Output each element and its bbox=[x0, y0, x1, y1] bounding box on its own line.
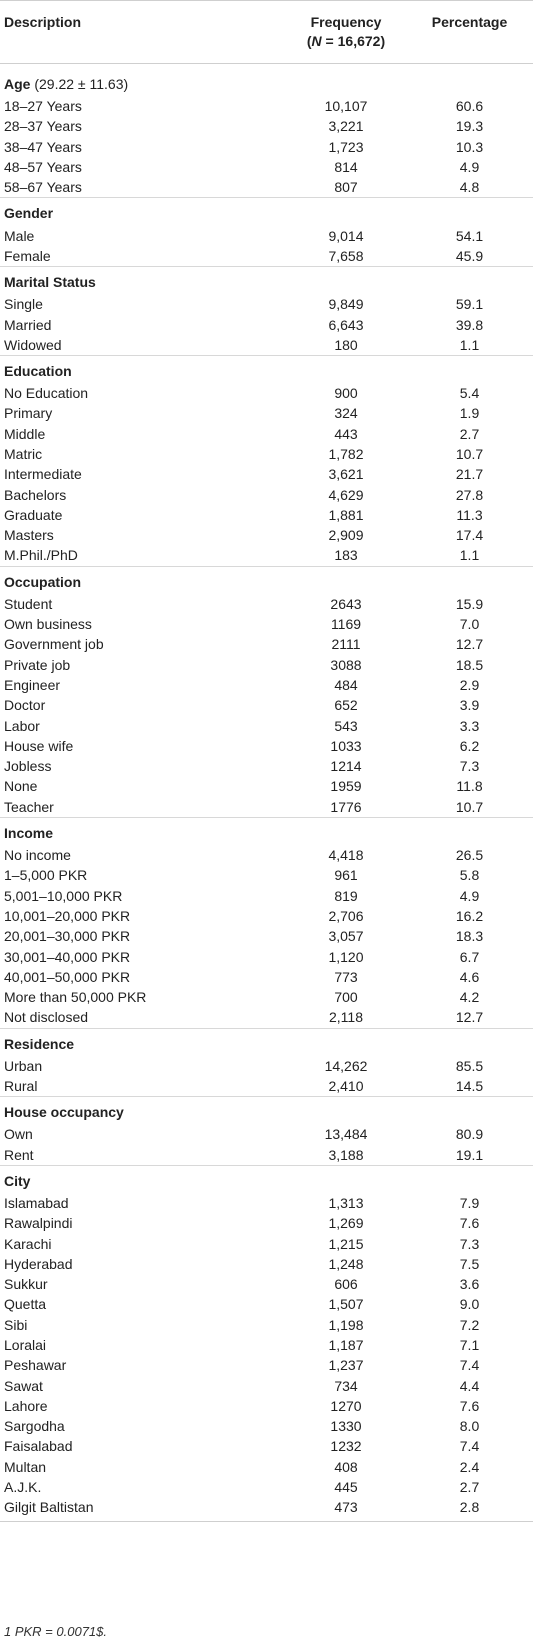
row-percentage: 21.7 bbox=[455, 466, 484, 483]
row-percentage: 4.2 bbox=[459, 989, 480, 1006]
row-frequency: 1169 bbox=[330, 616, 362, 633]
row-description: No income bbox=[4, 847, 71, 864]
row-percentage: 5.8 bbox=[459, 867, 480, 884]
section-empty-cell bbox=[406, 64, 533, 97]
table-row bbox=[0, 1477, 533, 1497]
row-description: 18–27 Years bbox=[4, 98, 82, 115]
row-percentage: 3.9 bbox=[459, 697, 480, 714]
table-row bbox=[0, 96, 533, 116]
row-description: Karachi bbox=[4, 1235, 52, 1252]
table-row bbox=[0, 484, 533, 504]
section-empty-cell bbox=[286, 1028, 406, 1056]
row-description: 48–57 Years bbox=[4, 159, 82, 176]
section-empty-cell bbox=[286, 267, 406, 295]
section-title-text: Occupation bbox=[4, 573, 82, 590]
row-percentage: 6.2 bbox=[459, 737, 480, 754]
row-description: 28–37 Years bbox=[4, 118, 82, 135]
table-row bbox=[0, 1144, 533, 1165]
table-row bbox=[0, 1375, 533, 1395]
row-frequency: 1959 bbox=[330, 778, 362, 795]
row-percentage: 10.3 bbox=[455, 138, 484, 155]
row-percentage: 2.8 bbox=[406, 1497, 533, 1521]
row-percentage: 60.6 bbox=[455, 98, 484, 115]
section-header-row bbox=[0, 267, 533, 295]
table-row bbox=[0, 1076, 533, 1097]
table-body bbox=[0, 64, 533, 1522]
table-row bbox=[0, 845, 533, 865]
row-description: Widowed bbox=[4, 336, 62, 353]
table-row bbox=[0, 906, 533, 926]
row-frequency: 2643 bbox=[330, 595, 362, 612]
section-empty-cell bbox=[286, 355, 406, 383]
row-percentage: 2.9 bbox=[459, 676, 480, 693]
table-row bbox=[0, 525, 533, 545]
row-percentage: 2.7 bbox=[459, 425, 480, 442]
row-frequency: 7,658 bbox=[328, 247, 364, 264]
row-description: Rawalpindi bbox=[4, 1215, 73, 1232]
row-frequency: 2,410 bbox=[328, 1078, 364, 1095]
row-description: House wife bbox=[4, 737, 74, 754]
row-description: Gilgit Baltistan bbox=[0, 1497, 286, 1521]
row-frequency: 2,706 bbox=[328, 907, 364, 924]
row-description: Sukkur bbox=[4, 1276, 48, 1293]
row-percentage: 7.3 bbox=[459, 758, 480, 775]
section-header-row bbox=[0, 198, 533, 226]
table-row bbox=[0, 137, 533, 157]
row-description: Lahore bbox=[4, 1397, 48, 1414]
row-percentage: 19.1 bbox=[455, 1146, 484, 1163]
row-percentage: 18.3 bbox=[455, 928, 484, 945]
section-title-text: Education bbox=[4, 362, 72, 379]
row-percentage: 10.7 bbox=[455, 798, 484, 815]
table-row bbox=[0, 464, 533, 484]
row-frequency: 734 bbox=[334, 1377, 358, 1394]
row-frequency: 1330 bbox=[330, 1418, 362, 1435]
row-description: No Education bbox=[4, 385, 89, 402]
header-row bbox=[0, 1, 533, 64]
table-row bbox=[0, 545, 533, 566]
table-row bbox=[0, 655, 533, 675]
table-row bbox=[0, 926, 533, 946]
table-row bbox=[0, 1335, 533, 1355]
section-title bbox=[0, 355, 286, 383]
table-footnote: 1 PKR = 0.0071$. bbox=[4, 1624, 107, 1639]
row-percentage: 2.7 bbox=[459, 1479, 480, 1496]
row-percentage: 7.6 bbox=[459, 1397, 480, 1414]
row-description: Middle bbox=[4, 425, 46, 442]
row-percentage: 18.5 bbox=[455, 656, 484, 673]
row-description: Own bbox=[4, 1126, 33, 1143]
table-row bbox=[0, 865, 533, 885]
table-row bbox=[0, 225, 533, 245]
row-frequency: 1,187 bbox=[328, 1336, 364, 1353]
section-header-row bbox=[0, 817, 533, 845]
section-empty-cell bbox=[406, 1097, 533, 1125]
row-percentage: 11.8 bbox=[456, 778, 483, 795]
row-frequency: 324 bbox=[334, 405, 358, 422]
row-frequency: 2,909 bbox=[328, 527, 364, 544]
section-header-row bbox=[0, 1165, 533, 1193]
table-row bbox=[0, 116, 533, 136]
row-percentage: 15.9 bbox=[455, 595, 484, 612]
section-empty-cell bbox=[406, 267, 533, 295]
row-percentage: 11.3 bbox=[456, 506, 483, 523]
row-description: 5,001–10,000 PKR bbox=[4, 887, 123, 904]
section-empty-cell bbox=[286, 64, 406, 97]
table-row bbox=[0, 946, 533, 966]
table-row bbox=[0, 335, 533, 356]
table-row bbox=[0, 1457, 533, 1477]
row-percentage: 1.1 bbox=[459, 336, 480, 353]
table-row bbox=[0, 736, 533, 756]
table-row bbox=[0, 177, 533, 198]
row-description: Rent bbox=[4, 1146, 34, 1163]
row-frequency: 900 bbox=[334, 385, 358, 402]
row-description: Married bbox=[4, 316, 52, 333]
row-frequency: 807 bbox=[334, 179, 358, 196]
row-percentage: 4.9 bbox=[459, 159, 480, 176]
row-description: Intermediate bbox=[4, 466, 82, 483]
row-percentage: 85.5 bbox=[455, 1057, 484, 1074]
row-percentage: 12.7 bbox=[455, 1009, 484, 1026]
row-frequency: 9,014 bbox=[328, 227, 364, 244]
section-header-row bbox=[0, 1097, 533, 1125]
table-row bbox=[0, 505, 533, 525]
row-frequency: 3088 bbox=[330, 656, 362, 673]
row-description: Jobless bbox=[4, 758, 52, 775]
section-empty-cell bbox=[406, 198, 533, 226]
table-row bbox=[0, 314, 533, 334]
row-percentage: 4.9 bbox=[459, 887, 480, 904]
row-description: Faisalabad bbox=[4, 1438, 73, 1455]
section-empty-cell bbox=[406, 817, 533, 845]
section-empty-cell bbox=[406, 566, 533, 594]
row-percentage: 4.6 bbox=[459, 968, 480, 985]
table-row bbox=[0, 1124, 533, 1144]
row-frequency: 1232 bbox=[330, 1438, 362, 1455]
row-percentage: 14.5 bbox=[455, 1078, 484, 1095]
table-row bbox=[0, 294, 533, 314]
row-percentage: 1.9 bbox=[459, 405, 480, 422]
row-percentage: 16.2 bbox=[455, 907, 484, 924]
table-row bbox=[0, 444, 533, 464]
row-frequency: 961 bbox=[334, 867, 358, 884]
section-title bbox=[0, 566, 286, 594]
row-percentage: 6.7 bbox=[459, 948, 480, 965]
row-frequency: 700 bbox=[334, 989, 358, 1006]
table-header bbox=[0, 1, 533, 64]
section-header-row bbox=[0, 1028, 533, 1056]
header-frequency-line1: Frequency bbox=[310, 14, 382, 30]
row-percentage: 1.1 bbox=[459, 547, 480, 564]
row-percentage: 17.4 bbox=[455, 527, 484, 544]
row-frequency: 814 bbox=[334, 159, 358, 176]
table-row bbox=[0, 1193, 533, 1213]
row-description: More than 50,000 PKR bbox=[4, 989, 147, 1006]
table-row bbox=[0, 157, 533, 177]
row-description: Matric bbox=[4, 446, 43, 462]
section-header-row bbox=[0, 64, 533, 97]
section-title bbox=[0, 64, 286, 97]
row-frequency: 473 bbox=[286, 1497, 406, 1521]
row-percentage: 7.1 bbox=[459, 1336, 480, 1353]
table-row bbox=[0, 1233, 533, 1253]
row-frequency: 1214 bbox=[330, 758, 362, 775]
row-percentage: 7.4 bbox=[459, 1438, 480, 1455]
row-description: Not disclosed bbox=[4, 1009, 89, 1026]
row-frequency: 408 bbox=[334, 1458, 358, 1475]
row-frequency: 2111 bbox=[331, 636, 361, 653]
section-title-text: City bbox=[4, 1172, 31, 1189]
row-description: None bbox=[4, 778, 38, 795]
row-percentage: 5.4 bbox=[459, 385, 480, 402]
header-percentage: Percentage bbox=[406, 1, 533, 64]
row-percentage: 9.0 bbox=[459, 1296, 480, 1313]
row-description: Private job bbox=[4, 656, 71, 673]
table-row bbox=[0, 797, 533, 818]
row-percentage: 7.5 bbox=[459, 1255, 480, 1272]
section-title bbox=[0, 198, 286, 226]
row-description: Engineer bbox=[4, 676, 61, 693]
table-row bbox=[0, 695, 533, 715]
row-frequency: 606 bbox=[334, 1276, 358, 1293]
section-empty-cell bbox=[286, 817, 406, 845]
section-title-text: Marital Status bbox=[4, 274, 96, 291]
row-description: 40,001–50,000 PKR bbox=[4, 968, 131, 985]
row-percentage: 7.3 bbox=[459, 1235, 480, 1252]
row-percentage: 80.9 bbox=[455, 1126, 484, 1143]
row-percentage: 39.8 bbox=[455, 316, 484, 333]
row-frequency: 1,723 bbox=[328, 138, 364, 155]
row-frequency: 1,237 bbox=[328, 1357, 364, 1374]
section-title bbox=[0, 1028, 286, 1056]
table-row bbox=[0, 715, 533, 735]
row-percentage: 27.8 bbox=[455, 486, 484, 503]
section-title-text: House occupancy bbox=[4, 1104, 124, 1121]
row-description: Student bbox=[4, 595, 53, 612]
row-percentage: 7.9 bbox=[459, 1194, 480, 1211]
table-row bbox=[0, 246, 533, 267]
table-row bbox=[0, 383, 533, 403]
row-frequency: 819 bbox=[334, 887, 358, 904]
row-description: Peshawar bbox=[4, 1357, 67, 1374]
row-frequency: 1,269 bbox=[328, 1215, 364, 1232]
row-percentage: 45.9 bbox=[455, 247, 484, 264]
row-frequency: 1,881 bbox=[328, 506, 364, 523]
row-frequency: 4,629 bbox=[328, 486, 364, 503]
table-row bbox=[0, 1355, 533, 1375]
section-title bbox=[0, 817, 286, 845]
section-header-row bbox=[0, 566, 533, 594]
table-row bbox=[0, 1416, 533, 1436]
row-percentage: 7.4 bbox=[459, 1357, 480, 1374]
table-row bbox=[0, 756, 533, 776]
section-empty-cell bbox=[406, 355, 533, 383]
row-frequency: 1,313 bbox=[328, 1194, 364, 1211]
table-row bbox=[0, 1294, 533, 1314]
row-description: Islamabad bbox=[4, 1194, 69, 1211]
section-empty-cell bbox=[406, 1028, 533, 1056]
table-row bbox=[0, 614, 533, 634]
row-percentage: 3.3 bbox=[459, 717, 480, 734]
row-percentage: 3.6 bbox=[459, 1276, 480, 1293]
row-frequency: 2,118 bbox=[329, 1009, 363, 1026]
row-description: M.Phil./PhD bbox=[4, 547, 78, 564]
section-title-text: Gender bbox=[4, 205, 54, 222]
row-description: Female bbox=[4, 247, 51, 264]
row-frequency: 3,188 bbox=[328, 1146, 364, 1163]
table-row bbox=[0, 1007, 533, 1028]
row-frequency: 14,262 bbox=[324, 1057, 368, 1074]
section-title bbox=[0, 267, 286, 295]
table-row bbox=[0, 886, 533, 906]
row-percentage: 2.4 bbox=[459, 1458, 480, 1475]
row-description: 30,001–40,000 PKR bbox=[4, 948, 131, 965]
table-row bbox=[0, 594, 533, 614]
section-title-text: Income bbox=[4, 824, 54, 841]
header-frequency-close: = 16,672) bbox=[321, 33, 386, 49]
row-percentage: 19.3 bbox=[455, 118, 484, 135]
row-frequency: 484 bbox=[334, 676, 358, 693]
header-frequency-open: ( bbox=[306, 33, 312, 49]
section-title bbox=[0, 1165, 286, 1193]
row-description: Sibi bbox=[4, 1316, 28, 1333]
row-description: Labor bbox=[4, 717, 40, 734]
row-frequency: 183 bbox=[334, 547, 358, 564]
row-frequency: 3,057 bbox=[328, 928, 364, 945]
row-frequency: 6,643 bbox=[328, 316, 364, 333]
section-title-text: Residence bbox=[4, 1035, 75, 1052]
table-row bbox=[0, 675, 533, 695]
table-row bbox=[0, 776, 533, 796]
table-row bbox=[0, 403, 533, 423]
row-percentage: 7.0 bbox=[459, 616, 480, 633]
row-frequency: 1,198 bbox=[328, 1316, 364, 1333]
row-percentage: 8.0 bbox=[459, 1418, 480, 1435]
section-title bbox=[0, 1097, 286, 1125]
row-frequency: 543 bbox=[334, 717, 358, 734]
row-frequency: 1,215 bbox=[328, 1235, 364, 1252]
row-description: Sargodha bbox=[4, 1418, 65, 1435]
row-frequency: 1270 bbox=[330, 1397, 362, 1414]
row-frequency: 3,221 bbox=[328, 118, 364, 135]
row-percentage: 7.6 bbox=[459, 1215, 480, 1232]
row-description: 1–5,000 PKR bbox=[4, 867, 88, 884]
row-description: 38–47 Years bbox=[4, 138, 82, 155]
row-frequency: 443 bbox=[334, 425, 358, 442]
row-frequency: 13,484 bbox=[324, 1126, 368, 1143]
row-percentage: 12.7 bbox=[455, 636, 484, 653]
row-frequency: 652 bbox=[334, 697, 358, 714]
section-empty-cell bbox=[286, 566, 406, 594]
row-frequency: 180 bbox=[334, 336, 358, 353]
row-frequency: 10,107 bbox=[324, 98, 368, 115]
row-description: Teacher bbox=[4, 798, 54, 815]
row-description: Own business bbox=[4, 616, 92, 633]
row-description: Multan bbox=[4, 1458, 47, 1475]
row-description: Urban bbox=[4, 1057, 43, 1074]
section-header-row bbox=[0, 355, 533, 383]
table-row bbox=[0, 424, 533, 444]
table-row bbox=[0, 1274, 533, 1294]
header-frequency bbox=[286, 1, 406, 64]
section-empty-cell bbox=[286, 1097, 406, 1125]
section-title-text: Age bbox=[4, 76, 31, 92]
row-description: Loralai bbox=[4, 1336, 47, 1353]
section-empty-cell bbox=[406, 1165, 533, 1193]
table-row bbox=[0, 634, 533, 654]
row-percentage: 26.5 bbox=[455, 847, 484, 864]
row-description: Rural bbox=[4, 1078, 38, 1095]
row-percentage: 54.1 bbox=[455, 227, 484, 244]
row-frequency: 1,120 bbox=[328, 948, 364, 965]
section-empty-cell bbox=[286, 1165, 406, 1193]
row-description: Single bbox=[4, 296, 43, 313]
row-description: 58–67 Years bbox=[4, 179, 82, 196]
row-frequency: 1,782 bbox=[328, 446, 364, 462]
row-frequency: 1033 bbox=[330, 737, 362, 754]
row-description: Hyderabad bbox=[4, 1255, 73, 1272]
row-description: 10,001–20,000 PKR bbox=[4, 907, 131, 924]
row-description: Masters bbox=[4, 527, 54, 544]
table-row bbox=[0, 1213, 533, 1233]
row-percentage: 10.7 bbox=[455, 446, 484, 462]
row-percentage: 4.4 bbox=[459, 1377, 480, 1394]
row-description: Primary bbox=[4, 405, 53, 422]
row-description: Government job bbox=[4, 636, 104, 653]
table-row bbox=[0, 987, 533, 1007]
table-row bbox=[0, 1315, 533, 1335]
table-row bbox=[0, 1254, 533, 1274]
row-frequency: 3,621 bbox=[328, 466, 364, 483]
row-frequency: 9,849 bbox=[328, 296, 364, 313]
row-percentage: 4.8 bbox=[459, 179, 480, 196]
table-row bbox=[0, 1396, 533, 1416]
section-empty-cell bbox=[286, 198, 406, 226]
row-description: Male bbox=[4, 227, 35, 244]
table-row bbox=[0, 1056, 533, 1076]
row-description: Bachelors bbox=[4, 486, 67, 503]
row-frequency: 445 bbox=[334, 1479, 358, 1496]
section-title-extra: (29.22 ± 11.63) bbox=[34, 76, 129, 92]
row-frequency: 1,248 bbox=[328, 1255, 364, 1272]
table-row bbox=[0, 1497, 533, 1521]
row-description: 20,001–30,000 PKR bbox=[4, 928, 131, 945]
header-description: Description bbox=[0, 1, 286, 64]
header-frequency-n: N bbox=[311, 33, 322, 49]
row-percentage: 59.1 bbox=[455, 296, 484, 313]
row-frequency: 773 bbox=[334, 968, 358, 985]
row-frequency: 1,507 bbox=[328, 1296, 364, 1313]
table-row bbox=[0, 967, 533, 987]
row-description: Graduate bbox=[4, 506, 63, 523]
row-frequency: 1776 bbox=[330, 798, 362, 815]
row-description: Sawat bbox=[4, 1377, 43, 1394]
table-row bbox=[0, 1436, 533, 1456]
row-description: Quetta bbox=[4, 1296, 47, 1313]
row-percentage: 7.2 bbox=[459, 1316, 480, 1333]
row-description: Doctor bbox=[4, 697, 46, 714]
row-frequency: 4,418 bbox=[328, 847, 364, 864]
row-description: A.J.K. bbox=[4, 1479, 42, 1496]
